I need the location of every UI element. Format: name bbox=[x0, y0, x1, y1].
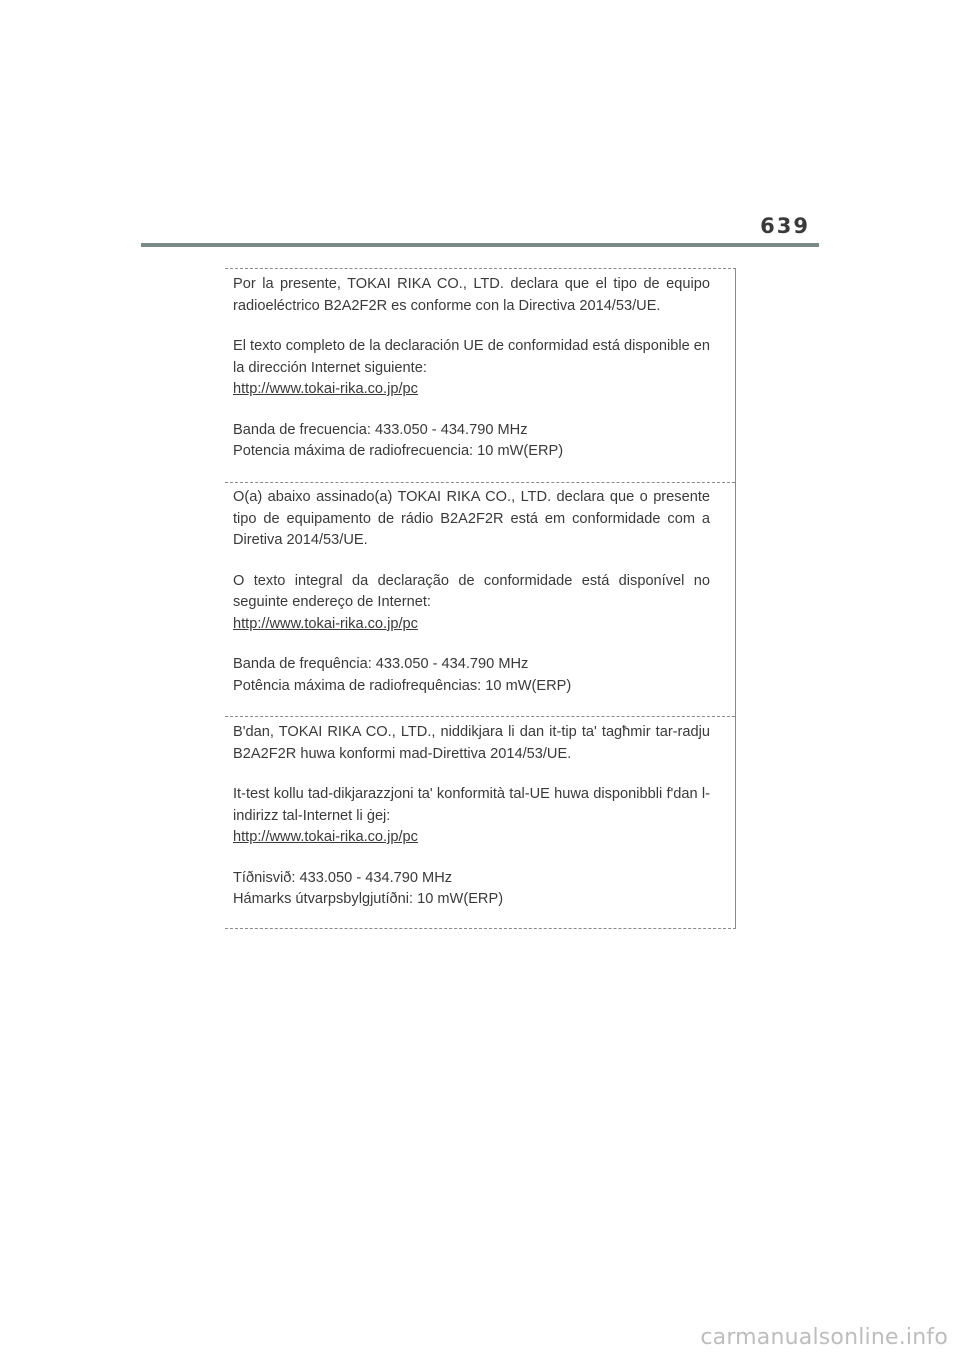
declaration-paragraph: B'dan, TOKAI RIKA CO., LTD., niddikjara li dan it-tip ta' tagħmir tar-radju B2A2F2R huwa konformi mad-Direttiva 2014/53/UE. bbox=[233, 724, 710, 762]
declaration-paragraph: Por la presente, TOKAI RIKA CO., LTD. declara que el tipo de equipo radioeléctrico B2A2F2R es conforme con la Directiva 2014/53/UE. bbox=[233, 276, 710, 314]
watermark: carmanualsonline.info bbox=[700, 1325, 948, 1350]
declaration-link[interactable]: http://www.tokai-rika.co.jp/pc bbox=[233, 829, 418, 845]
availability-paragraph: It-test kollu tad-dikjarazzjoni ta' konformità tal-UE huwa disponibbli f'dan l-indirizz tal-Internet li ġej: bbox=[233, 786, 710, 824]
max-power: Potencia máxima de radiofrecuencia: 10 mW(ERP) bbox=[233, 443, 564, 459]
availability-paragraph: O texto integral da declaração de conformidade está disponível no seguinte endereço de Internet: bbox=[233, 572, 710, 610]
declaration-paragraph: O(a) abaixo assinado(a) TOKAI RIKA CO., LTD. declara que o presente tipo de equipamento de rádio B2A2F2R está em conformidade com a Diretiva 2014/53/UE. bbox=[233, 489, 710, 548]
frequency-band: Banda de frecuencia: 433.050 - 434.790 MHz bbox=[233, 421, 528, 438]
availability-paragraph: El texto completo de la declaración UE de conformidad está disponible en la dirección Internet siguiente: bbox=[233, 338, 711, 376]
section-portuguese bbox=[225, 482, 735, 716]
max-power: Potência máxima de radiofrequências: 10 mW(ERP) bbox=[233, 677, 572, 694]
declaration-box bbox=[225, 268, 736, 929]
frequency-band: Banda de frequência: 433.050 - 434.790 MHz bbox=[233, 656, 529, 672]
section-spanish bbox=[225, 269, 735, 482]
section-maltese bbox=[225, 716, 735, 928]
declaration-link[interactable]: http://www.tokai-rika.co.jp/pc bbox=[233, 381, 418, 397]
declaration-link[interactable]: http://www.tokai-rika.co.jp/pc bbox=[233, 615, 418, 632]
frequency-band: Tíðnisvið: 433.050 - 434.790 MHz bbox=[233, 869, 453, 886]
header-rule bbox=[141, 243, 819, 247]
max-power: Hámarks útvarpsbylgjutíðni: 10 mW(ERP) bbox=[233, 891, 504, 907]
page-number: 639 bbox=[760, 214, 810, 238]
